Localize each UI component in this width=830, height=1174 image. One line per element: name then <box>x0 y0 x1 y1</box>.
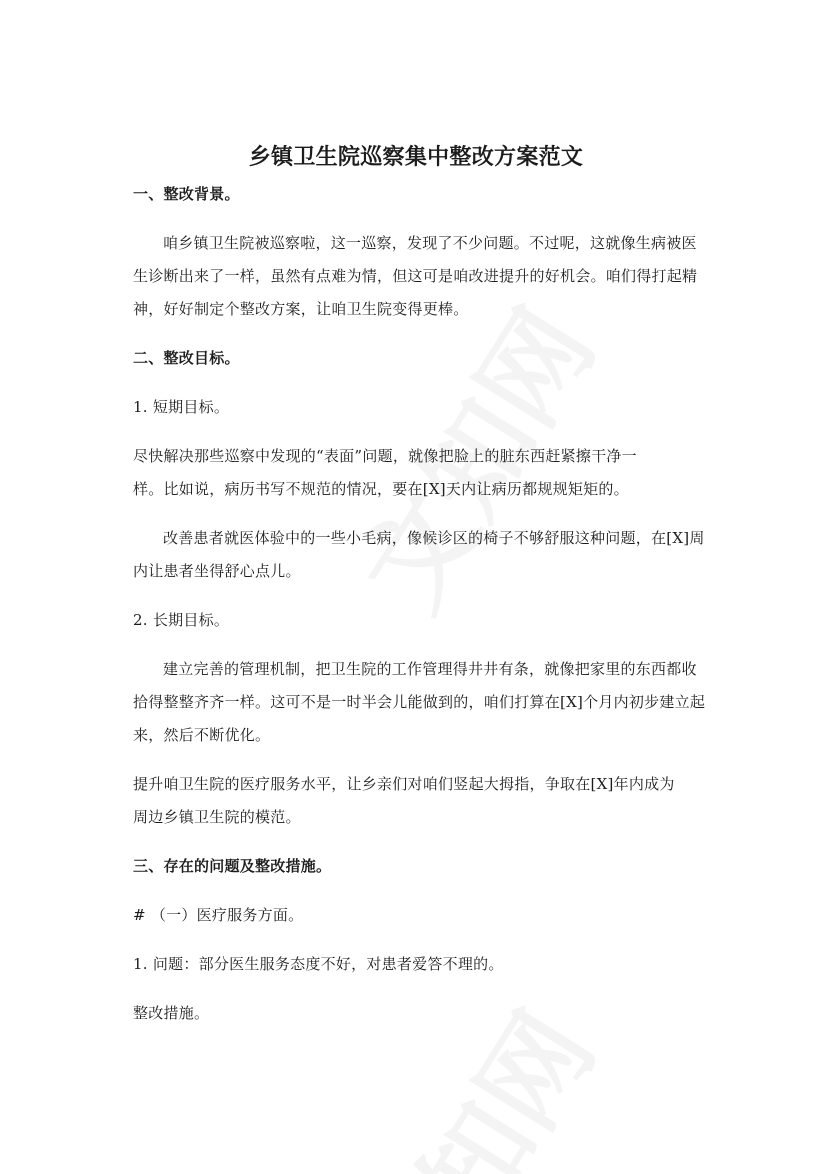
paragraph-line: 生诊断出来了一样，虽然有点难为情，但这可是咱改进提升的好机会。咱们得打起精 <box>133 267 698 285</box>
paragraph-line: 周边乡镇卫生院的模范。 <box>133 808 301 826</box>
paragraph-line: 尽快解决那些巡察中发现的“表面”问题，就像把脸上的脏东西赶紧擦干净一 <box>133 447 637 465</box>
paragraph-line: 神，好好制定个整改方案，让咱卫生院变得更棒。 <box>133 300 469 318</box>
subheading-long-term: 2. 长期目标。 <box>133 611 230 629</box>
subheading-short-term: 1. 短期目标。 <box>133 398 230 416</box>
paragraph-short-term-1 <box>133 440 733 506</box>
paragraph-line: 样。比如说，病历书写不规范的情况，要在[X]天内让病历都规规矩矩的。 <box>133 480 629 498</box>
document-title: 乡镇卫生院巡察集中整改方案范文 <box>248 144 584 170</box>
paragraph-line: 建立完善的管理机制，把卫生院的工作管理得井井有条，就像把家里的东西都收 <box>163 660 697 678</box>
subsection-medical-service: # （一）医疗服务方面。 <box>133 906 304 924</box>
paragraph-line: 内让患者坐得舒心点儿。 <box>133 562 301 580</box>
section-heading-goals: 二、整改目标。 <box>133 349 240 367</box>
section-heading-background: 一、整改背景。 <box>133 185 240 203</box>
paragraph-line: 改善患者就医体验中的一些小毛病，像候诊区的椅子不够舒服这种问题，在[X]周 <box>163 529 705 547</box>
paragraph-line: 来，然后不断优化。 <box>133 726 271 744</box>
paragraph-line: 咱乡镇卫生院被巡察啦，这一巡察，发现了不少问题。不过呢，这就像生病被医 <box>163 234 697 252</box>
section-heading-problems: 三、存在的问题及整改措施。 <box>133 857 332 875</box>
paragraph-background <box>133 227 733 326</box>
paragraph-line: 拾得整整齐齐一样。这可不是一时半会儿能做到的，咱们打算在[X]个月内初步建立起 <box>133 693 706 711</box>
document-body <box>133 141 733 1046</box>
paragraph-line: 提升咱卫生院的医疗服务水平，让乡亲们对咱们竖起大拇指，争取在[X]年内成为 <box>133 775 675 793</box>
paragraph-short-term-2 <box>133 522 733 588</box>
measures-label: 整改措施。 <box>133 1004 210 1022</box>
paragraph-long-term-1 <box>133 653 733 752</box>
problem-item: 1. 问题：部分医生服务态度不好，对患者爱答不理的。 <box>133 955 504 973</box>
paragraph-long-term-2 <box>133 768 733 834</box>
